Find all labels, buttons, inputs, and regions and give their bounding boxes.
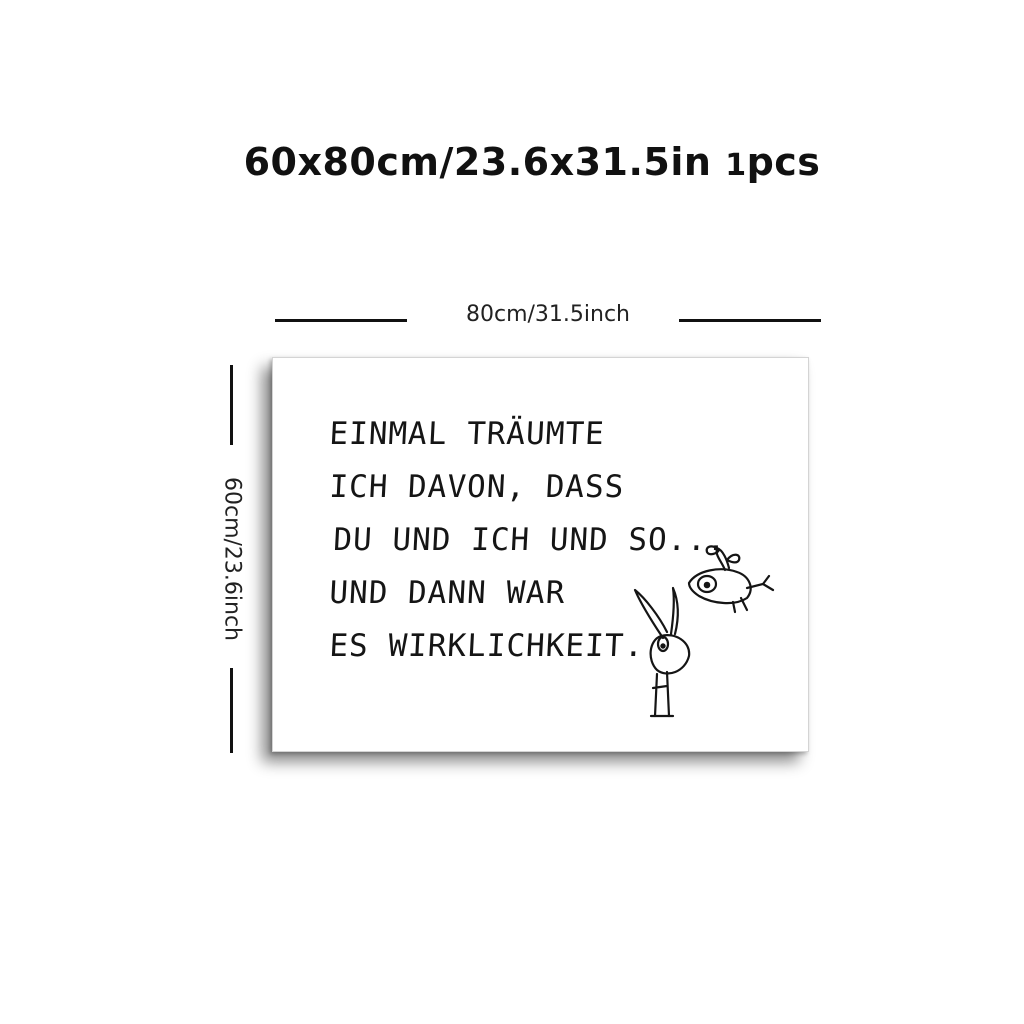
product-size-title [0, 140, 1024, 184]
poem-line: ES WIRKLICHKEIT. [328, 628, 645, 664]
handwritten-poem [328, 408, 728, 673]
width-line-left [275, 319, 407, 322]
poem-line: ICH DAVON, DASS [328, 469, 626, 505]
rabbit-doodle-icon [635, 588, 689, 716]
pieces-unit: pcs [746, 140, 821, 184]
poem-line: UND DANN WAR [328, 575, 567, 611]
height-line-bottom [230, 668, 233, 753]
doodle-illustration [623, 538, 783, 728]
poem-line: DU UND ICH UND SO... [332, 522, 728, 558]
bird-doodle-icon [689, 546, 773, 612]
poem-line: EINMAL TRÄUMTE [328, 416, 606, 452]
height-label: 60cm/23.6inch [219, 476, 245, 641]
height-line-top [230, 365, 233, 445]
canvas-print [272, 357, 809, 752]
width-label: 80cm/31.5inch [465, 302, 630, 327]
height-dimension [214, 365, 250, 753]
width-line-right [679, 319, 821, 322]
size-text: 60x80cm/23.6x31.5in [243, 140, 712, 184]
pieces-number: 1 [725, 148, 747, 183]
width-dimension [275, 300, 821, 340]
